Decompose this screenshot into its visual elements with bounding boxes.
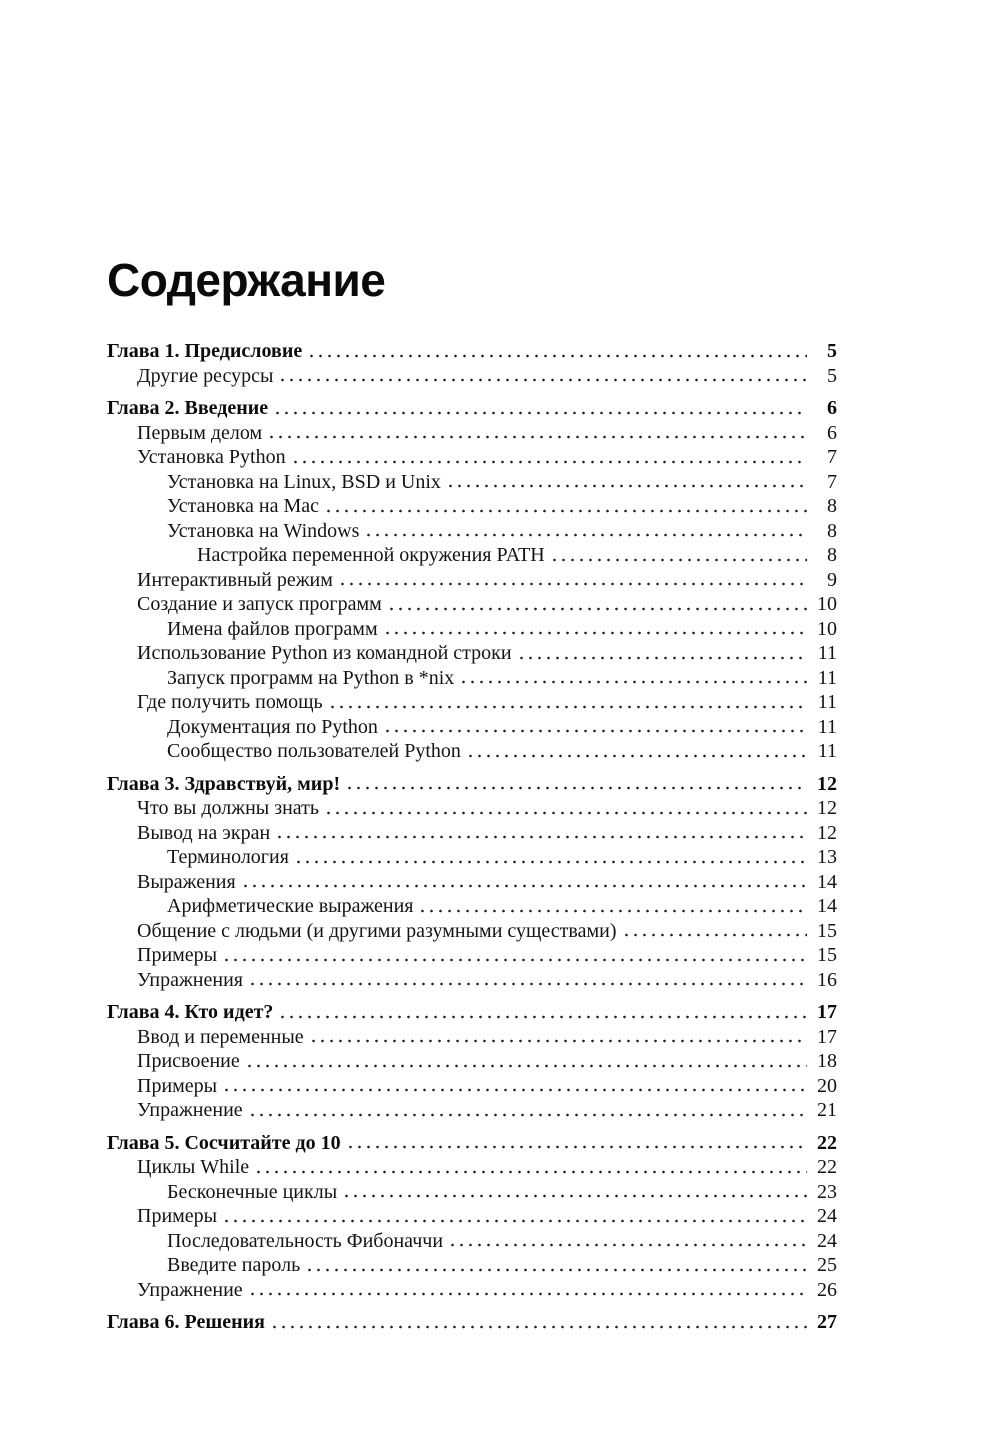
toc-page-number: 22 bbox=[817, 1131, 837, 1154]
dot-leader bbox=[346, 1131, 807, 1156]
dot-leader bbox=[459, 666, 807, 691]
toc-page-number: 8 bbox=[827, 544, 837, 566]
toc-entry-label: Примеры bbox=[137, 1074, 218, 1097]
toc-entry-label: Имена файлов программ bbox=[167, 617, 378, 640]
toc-entry-label: Присвоение bbox=[137, 1050, 240, 1072]
toc bbox=[107, 339, 837, 1335]
toc-page-number: 12 bbox=[817, 821, 837, 844]
toc-entry bbox=[107, 1025, 837, 1050]
toc-entry-label: Упражнения bbox=[137, 968, 243, 991]
toc-entry bbox=[107, 568, 837, 593]
toc-page-number: 7 bbox=[827, 470, 837, 493]
toc-entry-label: Бесконечные циклы bbox=[167, 1180, 338, 1203]
toc-page-number: 6 bbox=[827, 421, 837, 444]
toc-entry bbox=[107, 641, 837, 666]
toc-group bbox=[107, 772, 837, 993]
dot-leader bbox=[383, 715, 807, 740]
toc-entry-label: Введите пароль bbox=[167, 1254, 301, 1276]
toc-entry bbox=[107, 894, 837, 919]
dot-leader bbox=[267, 421, 807, 446]
dot-leader bbox=[309, 1025, 807, 1050]
toc-page-number: 15 bbox=[817, 944, 837, 966]
toc-page-number: 17 bbox=[817, 1001, 837, 1023]
toc-entry bbox=[107, 739, 837, 764]
toc-entry-label: Общение с людьми (и другими разумными существами) bbox=[137, 919, 617, 942]
toc-entry-label: Глава 5. Сосчитайте до 10 bbox=[107, 1131, 341, 1154]
toc-page-number: 11 bbox=[817, 740, 837, 762]
toc-page-number: 12 bbox=[817, 797, 837, 819]
toc-group bbox=[107, 1310, 837, 1335]
toc-entry-label: Установка на Linux, BSD и Unix bbox=[167, 470, 441, 493]
toc-entry bbox=[107, 968, 837, 993]
toc-entry-label: Документация по Python bbox=[167, 715, 378, 738]
toc-page-number: 10 bbox=[817, 617, 837, 640]
toc-page-number: 27 bbox=[817, 1311, 837, 1333]
toc-entry-label: Ввод и переменные bbox=[137, 1025, 304, 1048]
toc-entry bbox=[107, 919, 837, 944]
toc-entry bbox=[107, 666, 837, 691]
toc-entry-label: Выражения bbox=[137, 870, 236, 893]
dot-leader bbox=[245, 1049, 807, 1074]
toc-page-number: 13 bbox=[817, 846, 837, 868]
dot-leader bbox=[622, 919, 808, 944]
toc-entry bbox=[107, 870, 837, 895]
dot-leader bbox=[448, 1229, 807, 1254]
dot-leader bbox=[275, 821, 807, 846]
toc-entry bbox=[107, 821, 837, 846]
dot-leader bbox=[222, 943, 807, 968]
dot-leader bbox=[248, 1098, 807, 1123]
toc-page-number: 16 bbox=[817, 968, 837, 991]
toc-page-number: 22 bbox=[817, 1156, 837, 1178]
dot-leader bbox=[222, 1204, 807, 1229]
toc-page-number: 5 bbox=[827, 340, 837, 362]
toc-page-number: 15 bbox=[817, 919, 837, 942]
dot-leader bbox=[418, 894, 807, 919]
dot-leader bbox=[278, 364, 807, 389]
dot-leader bbox=[241, 870, 807, 895]
toc-entry-label: Циклы While bbox=[137, 1156, 250, 1178]
dot-leader bbox=[278, 1000, 807, 1025]
dot-leader bbox=[342, 1180, 807, 1205]
page-title: Содержание bbox=[107, 254, 386, 306]
toc-group bbox=[107, 1131, 837, 1303]
toc-entry-label: Глава 4. Кто идет? bbox=[107, 1001, 274, 1023]
dot-leader bbox=[248, 968, 807, 993]
dot-leader bbox=[550, 543, 807, 568]
toc-page-number: 12 bbox=[817, 772, 837, 795]
toc-page-number: 24 bbox=[817, 1229, 837, 1252]
toc-entry-label: Настройка переменной окружения PATH bbox=[197, 544, 545, 566]
dot-leader bbox=[466, 739, 807, 764]
toc-entry-label: Где получить помощь bbox=[137, 691, 323, 713]
toc-page-number: 24 bbox=[817, 1205, 837, 1227]
toc-entry bbox=[107, 543, 837, 568]
dot-leader bbox=[222, 1074, 807, 1099]
toc-page-number: 23 bbox=[817, 1180, 837, 1203]
toc-entry-label: Установка Python bbox=[137, 446, 286, 468]
dot-leader bbox=[324, 796, 807, 821]
dot-leader bbox=[383, 617, 807, 642]
toc-entry-label: Первым делом bbox=[137, 421, 263, 444]
toc-entry-label: Глава 2. Введение bbox=[107, 397, 269, 419]
toc-entry-label: Создание и запуск программ bbox=[137, 593, 382, 615]
toc-entry-label: Установка на Windows bbox=[167, 519, 360, 542]
toc-entry-label: Глава 3. Здравствуй, мир! bbox=[107, 772, 341, 795]
toc-entry-label: Примеры bbox=[137, 1205, 218, 1227]
toc-entry bbox=[107, 1074, 837, 1099]
toc-entry bbox=[107, 943, 837, 968]
dot-leader bbox=[517, 641, 807, 666]
toc-entry bbox=[107, 1049, 837, 1074]
toc-entry bbox=[107, 715, 837, 740]
dot-leader bbox=[387, 592, 807, 617]
toc-entry-label: Другие ресурсы bbox=[137, 364, 274, 387]
toc-page-number: 9 bbox=[827, 568, 837, 591]
toc-chapter-entry bbox=[107, 1131, 837, 1156]
toc-entry bbox=[107, 470, 837, 495]
dot-leader bbox=[328, 690, 807, 715]
toc-page-number: 14 bbox=[817, 895, 837, 917]
toc-page-number: 8 bbox=[827, 519, 837, 542]
toc-page-number: 11 bbox=[817, 715, 837, 738]
toc-page-number: 8 bbox=[827, 495, 837, 517]
toc-page-number: 11 bbox=[817, 642, 837, 664]
toc-entry bbox=[107, 1098, 837, 1123]
dot-leader bbox=[338, 568, 807, 593]
dot-leader bbox=[324, 494, 807, 519]
dot-leader bbox=[305, 1253, 807, 1278]
toc-page-number: 10 bbox=[817, 593, 837, 615]
toc-page-number: 25 bbox=[817, 1254, 837, 1276]
toc-chapter-entry bbox=[107, 1310, 837, 1335]
dot-leader bbox=[270, 1310, 807, 1335]
toc-entry bbox=[107, 690, 837, 715]
toc-group bbox=[107, 1000, 837, 1123]
toc-group bbox=[107, 396, 837, 764]
toc-page-number: 26 bbox=[817, 1278, 837, 1301]
toc-entry bbox=[107, 592, 837, 617]
toc-entry bbox=[107, 845, 837, 870]
toc-chapter-entry bbox=[107, 396, 837, 421]
dot-leader bbox=[364, 519, 807, 544]
toc-entry bbox=[107, 1229, 837, 1254]
toc-entry bbox=[107, 519, 837, 544]
toc-page-number: 5 bbox=[827, 364, 837, 387]
toc-entry-label: Глава 1. Предисловие bbox=[107, 340, 303, 362]
toc-entry-label: Упражнение bbox=[137, 1099, 243, 1121]
toc-entry bbox=[107, 1253, 837, 1278]
toc-entry-label: Установка на Mac bbox=[167, 495, 320, 517]
toc-entry-label: Вывод на экран bbox=[137, 821, 271, 844]
toc-entry bbox=[107, 1180, 837, 1205]
toc-entry-label: Запуск программ на Python в *nix bbox=[167, 666, 455, 689]
toc-entry-label: Глава 6. Решения bbox=[107, 1311, 265, 1333]
toc-entry-label: Использование Python из командной строки bbox=[137, 642, 512, 664]
toc-entry-label: Сообщество пользователей Python bbox=[167, 740, 461, 762]
dot-leader bbox=[307, 339, 807, 364]
toc-entry bbox=[107, 1155, 837, 1180]
dot-leader bbox=[254, 1155, 807, 1180]
toc-entry-label: Интерактивный режим bbox=[137, 568, 333, 591]
toc-entry bbox=[107, 421, 837, 446]
dot-leader bbox=[345, 772, 807, 797]
toc-entry-label: Последовательность Фибоначчи bbox=[167, 1229, 444, 1252]
toc-page-number: 17 bbox=[817, 1025, 837, 1048]
toc-entry bbox=[107, 617, 837, 642]
toc-page-number: 7 bbox=[827, 446, 837, 468]
toc-chapter-entry bbox=[107, 339, 837, 364]
toc-group bbox=[107, 339, 837, 388]
toc-entry-label: Терминология bbox=[167, 846, 289, 868]
dot-leader bbox=[446, 470, 807, 495]
toc-page-number: 20 bbox=[817, 1074, 837, 1097]
toc-page-number: 18 bbox=[817, 1050, 837, 1072]
toc-page-number: 11 bbox=[817, 666, 837, 689]
toc-page-number: 6 bbox=[827, 397, 837, 419]
toc-entry bbox=[107, 494, 837, 519]
toc-chapter-entry bbox=[107, 772, 837, 797]
toc-page-number: 21 bbox=[817, 1099, 837, 1121]
toc-chapter-entry bbox=[107, 1000, 837, 1025]
toc-page-number: 14 bbox=[817, 870, 837, 893]
toc-entry-label: Примеры bbox=[137, 944, 218, 966]
toc-entry bbox=[107, 1278, 837, 1303]
dot-leader bbox=[291, 445, 807, 470]
toc-entry bbox=[107, 1204, 837, 1229]
toc-entry bbox=[107, 796, 837, 821]
dot-leader bbox=[248, 1278, 807, 1303]
dot-leader bbox=[294, 845, 807, 870]
toc-entry-label: Арифметические выражения bbox=[167, 895, 414, 917]
toc-entry bbox=[107, 445, 837, 470]
toc-entry-label: Упражнение bbox=[137, 1278, 243, 1301]
toc-page-number: 11 bbox=[817, 691, 837, 713]
dot-leader bbox=[273, 396, 807, 421]
toc-entry-label: Что вы должны знать bbox=[137, 797, 320, 819]
toc-entry bbox=[107, 364, 837, 389]
